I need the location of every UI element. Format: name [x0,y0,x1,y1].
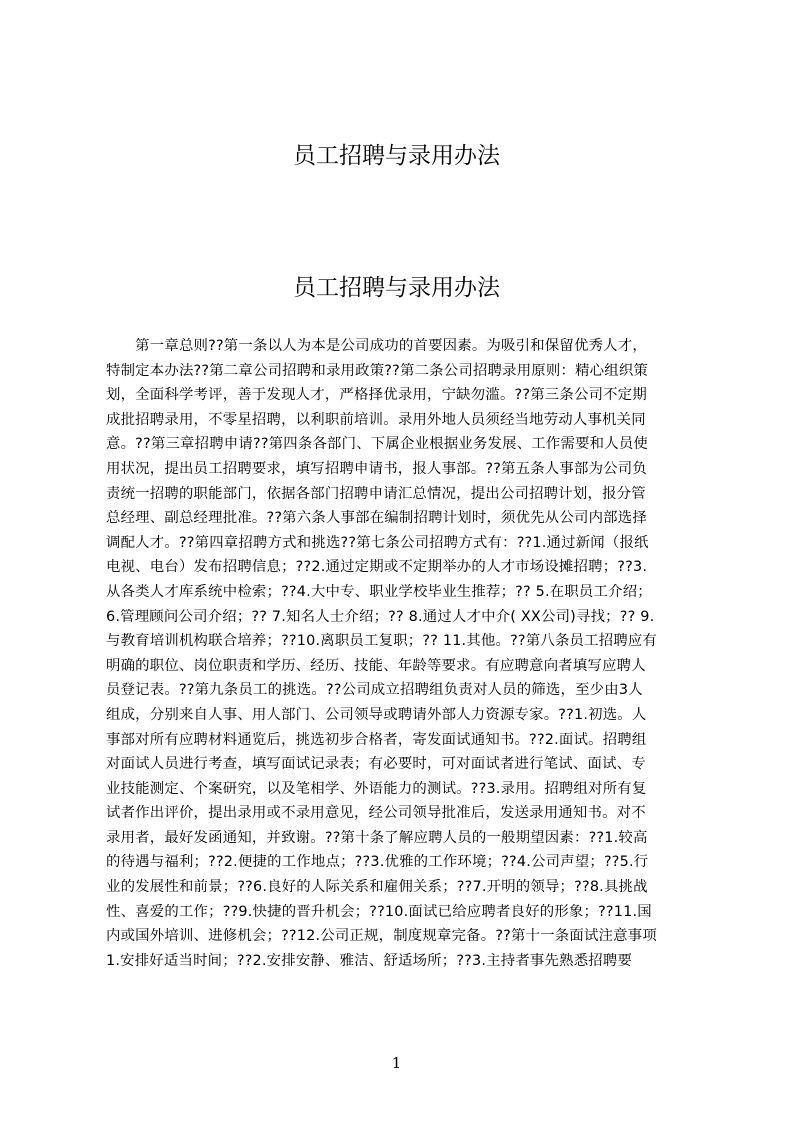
text-line: 的待遇与福利；??2.便捷的工作地点；??3.优雅的工作环境；??4.公司声望；??5.行 [106,854,649,871]
text-line: 内或国外培训、进修机会；??12.公司正规，制度规章完备。??第十一条面试注意事项 [106,928,657,945]
text-line: 试者作出评价，提出录用或不录用意见，经公司领导批准后，发送录用通知书。对不 [106,805,646,822]
text-line: 特制定本办法??第二章公司招聘和录用政策??第二条公司招聘录用原则：精心组织策 [106,362,649,379]
text-line: 调配人才。??第四章招聘方式和挑选??第七条公司招聘方式有：??1.通过新闻（报纸 [106,534,649,551]
text-line: 电视、电台）发布招聘信息；??2.通过定期或不定期举办的人才市场设摊招聘；??3. [106,559,648,576]
document-title: 员工招聘与录用办法 [293,143,500,169]
text-line: 从各类人才库系统中检索；??4.大中专、职业学校毕业生推荐；?? 5.在职员工介绍； [106,583,652,600]
text-line: 划，全面科学考评，善于发现人才，严格择优录用，宁缺勿滥。??第三条公司不定期 [106,387,647,404]
text-line: 对面试人员进行考查，填写面试记录表；有必要时，可对面试者进行笔试、面试、专 [106,756,646,773]
text-line: 组成，分别来自人事、用人部门、公司领导或聘请外部人力资源专家。??1.初选。人 [106,706,647,723]
text-line: 成批招聘录用，不零星招聘，以利职前培训。录用外地人员须经当地劳动人事机关同 [106,411,646,428]
text-line: 意。??第三章招聘申请??第四条各部门、下属企业根据业务发展、工作需要和人员使 [106,436,649,453]
text-line: 总经理、副总经理批准。??第六条人事部在编制招聘计划时，须优先从公司内部选择 [106,510,647,527]
text-line: 责统一招聘的职能部门，依据各部门招聘申请汇总情况，提出公司招聘计划，报分管 [106,485,646,502]
text-line: 明确的职位、岗位职责和学历、经历、技能、年龄等要求。有应聘意向者填写应聘人 [106,657,646,674]
text-line: 第一章总则??第一条以人为本是公司成功的首要因素。为吸引和保留优秀人才， [106,338,647,354]
document-subtitle: 员工招聘与录用办法 [293,275,500,301]
text-line: 事部对所有应聘材料通览后，挑选初步合格者，寄发面试通知书。??2.面试。招聘组 [106,731,647,748]
text-line: 性、喜爱的工作；??9.快捷的晋升机会；??10.面试已给应聘者良好的形象；??11.国 [106,903,652,920]
page-number: 1 [391,1054,402,1072]
text-line: 6.管理顾问公司介绍；?? 7.知名人士介绍；?? 8.通过人才中介( XX公司)寻找；?? 9. [106,608,655,625]
text-line: 业的发展性和前景；??6.良好的人际关系和雇佣关系；??7.开明的领导；??8.具挑战 [106,879,648,896]
text-line: 1.安排好适当时间；??2.安排安静、雅洁、舒适场所；??3.主持者事先熟悉招聘要 [106,952,633,969]
text-line: 员登记表。??第九条员工的挑选。??公司成立招聘组负责对人员的筛选，至少由3人 [106,682,643,699]
body-text [106,334,698,973]
text-line: 用状况，提出员工招聘要求，填写招聘申请书，报人事部。??第五条人事部为公司负 [106,460,647,477]
text-line: 录用者，最好发函通知，并致谢。??第十条了解应聘人员的一般期望因素：??1.较高 [106,829,648,846]
text-line: 业技能测定、个案研究，以及笔相学、外语能力的测试。??3.录用。招聘组对所有复 [106,780,647,797]
text-line: 与教育培训机构联合培养；??10.离职员工复职；?? 11.其他。??第八条员工招聘应有 [106,633,658,650]
